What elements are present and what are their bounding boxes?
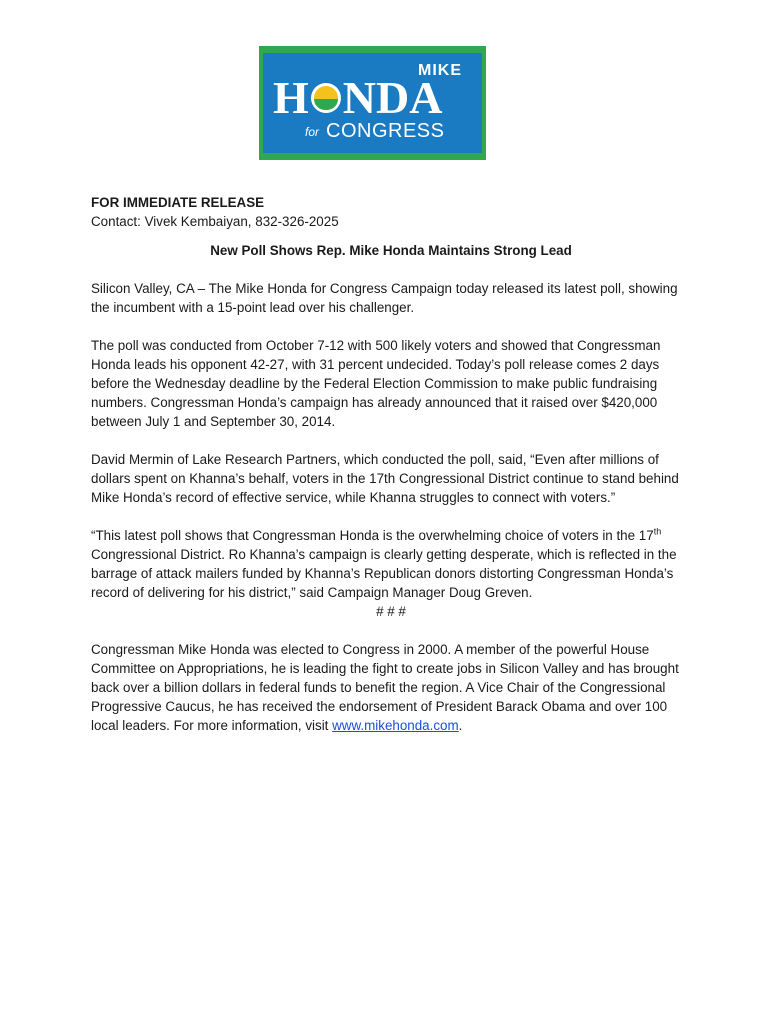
ordinal-suffix: th — [653, 526, 662, 537]
logo-blue-panel — [263, 53, 482, 153]
logo-honda-nda: NDA — [342, 72, 443, 123]
website-link[interactable]: www.mikehonda.com — [332, 718, 459, 733]
quote-text-start: “This latest poll shows that Congressman Honda is the overwhelming choice of voters in the 17 — [91, 528, 654, 543]
paragraph-bio — [91, 640, 691, 735]
press-release-body — [91, 193, 691, 735]
logo-for-text: for — [305, 125, 320, 139]
paragraph-intro: Silicon Valley, CA – The Mike Honda for Congress Campaign today released its latest poll, showing the incumbent with a 15-point lead over his challenger. — [91, 281, 678, 315]
paragraph-poll-details: The poll was conducted from October 7-12 with 500 likely voters and showed that Congressman Honda leads his opponent 42-27, with 31 percent undecided. Today’s poll release comes 2 days before the Wednesday deadline by the Federal Election Commission to make public fundraising numbers. Congressman Honda’s campaign has already announced that it raised over $420,000 between July 1 and September 30, 2014. — [91, 338, 661, 429]
end-marks: # # # — [376, 604, 406, 619]
bio-text: Congressman Mike Honda was elected to Congress in 2000. A member of the powerful House Committee on Appropriations, he is leading the fight to create jobs in Silicon Valley and has brought back over a billion dollars in federal funds to benefit the region. A Vice Chair of the Congressional Progressive Caucus, he has received the endorsement of President Barack Obama and over 100 local leaders. For more information, visit — [91, 642, 679, 733]
release-label: FOR IMMEDIATE RELEASE — [91, 195, 265, 210]
paragraph-campaign-quote — [91, 526, 691, 602]
headline: New Poll Shows Rep. Mike Honda Maintains Strong Lead — [210, 243, 572, 258]
bio-end: . — [458, 718, 463, 733]
contact-line: Contact: Vivek Kembaiyan, 832-326-2025 — [91, 214, 339, 229]
sun-icon — [311, 83, 341, 113]
campaign-logo — [259, 46, 486, 160]
logo-honda-wordmark — [273, 72, 473, 123]
quote-text-end: Congressional District. Ro Khanna’s campaign is clearly getting desperate, which is reflected in the barrage of attack mailers funded by Khanna’s Republican donors distorting Congressman Honda’s record of delivering for his district,” said Campaign Manager Doug Greven. — [91, 547, 677, 600]
logo-mike-text: MIKE — [418, 62, 462, 79]
paragraph-pollster-quote: David Mermin of Lake Research Partners, which conducted the poll, said, “Even after millions of dollars spent on Khanna’s behalf, voters in the 17th Congressional District continue to stand behind Mike Honda’s record of effective service, while Khanna struggles to connect with voters.” — [91, 452, 679, 505]
logo-congress-text: CONGRESS — [326, 120, 445, 142]
logo-honda-h: H — [273, 72, 309, 123]
